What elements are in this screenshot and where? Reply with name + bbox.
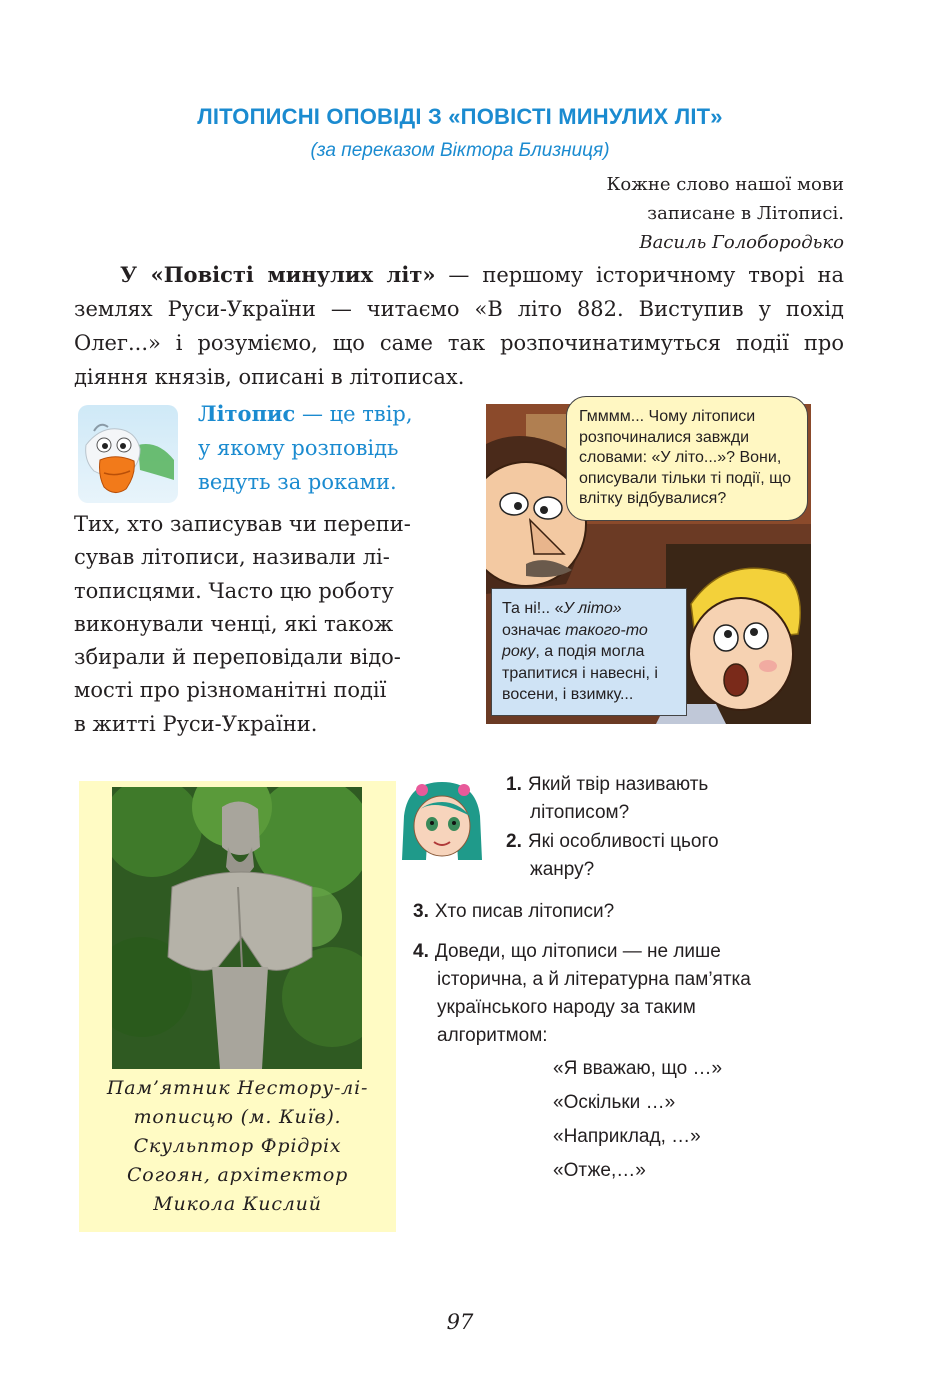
paragraph-line: збирали й переповідали відо-: [74, 645, 401, 670]
page-number: 97: [446, 1310, 474, 1334]
question-4: 4. Доведи, що літописи — не лише історична, а й літературна пам’ятка українського народу за таким алгоритмом:: [413, 941, 751, 1046]
definition-text: у якому розповідь: [198, 436, 399, 460]
epigraph-line: Кожне слово нашої мови: [606, 174, 844, 195]
paragraph-line: мості про різноманітні події: [74, 678, 387, 703]
intro-text: — першому історичному творі на землях Руси-України — читаємо «В літо 882. Виступив у похід Олег...» і розуміємо, що саме так розпочинатимуться події про діяння князів, описані в літописах.: [74, 263, 844, 389]
algorithm-step: «Отже,…»: [553, 1160, 646, 1181]
question-1: 1. Який твір називають літописом?: [506, 774, 709, 823]
paragraph-line: Тих, хто записував чи перепи-: [74, 512, 411, 536]
definition-text: — це твір,: [295, 402, 413, 426]
caption-line: Микола Кислий: [153, 1193, 322, 1215]
speech-bubble-answer: Та ні!.. «У літо» означає такого-то року, а подія могла трапитися і навесні, і восени, і взимку...: [491, 588, 687, 716]
definition-box: [198, 397, 468, 499]
epigraph-line: записане в Літописі.: [647, 203, 844, 224]
chroniclers-paragraph: [74, 508, 454, 741]
algorithm-step: «Наприклад, …»: [553, 1126, 701, 1147]
photo-caption: [79, 1074, 396, 1219]
algorithm-step: «Я вважаю, що …»: [553, 1058, 723, 1079]
paragraph-line: в житті Руси-України.: [74, 711, 318, 736]
paragraph-line: тописцями. Часто цю роботу: [74, 578, 394, 603]
page-subtitle: (за переказом Віктора Близниця): [310, 140, 610, 161]
girl-mascot-icon: [398, 776, 486, 864]
definition-text: ведуть за роками.: [198, 470, 397, 494]
epigraph-author: Василь Голобородько: [639, 232, 844, 253]
monument-photo: [112, 787, 362, 1069]
intro-bold: У «Повісті минулих літ»: [120, 262, 436, 287]
question-3: 3. Хто писав літописи?: [413, 901, 615, 922]
caption-line: Скульптор Фрідріх: [133, 1135, 342, 1157]
page-title: ЛІТОПИСНІ ОПОВІДІ З «ПОВІСТІ МИНУЛИХ ЛІТ»: [197, 104, 723, 129]
paragraph-line: виконували ченці, які також: [74, 611, 394, 636]
caption-line: Пам’ятник Нестору-лі-: [106, 1077, 369, 1099]
definition-term: Літопис: [198, 401, 296, 426]
goose-mascot-icon: [78, 405, 178, 503]
speech-bubble-question: Гмммм... Чому літописи розпочиналися завжди словами: «У літо...»? Вони, описували тільки ті події, що влітку відбувалися?: [566, 396, 808, 521]
intro-paragraph: [74, 258, 844, 394]
caption-line: Согоян, архітектор: [126, 1164, 349, 1186]
question-2: 2. Які особливості цього жанру?: [506, 831, 719, 880]
epigraph: [607, 170, 845, 257]
caption-line: тописцю (м. Київ).: [133, 1106, 342, 1128]
algorithm-step: «Оскільки …»: [553, 1092, 676, 1113]
paragraph-line: сував літописи, називали лі-: [74, 545, 390, 570]
